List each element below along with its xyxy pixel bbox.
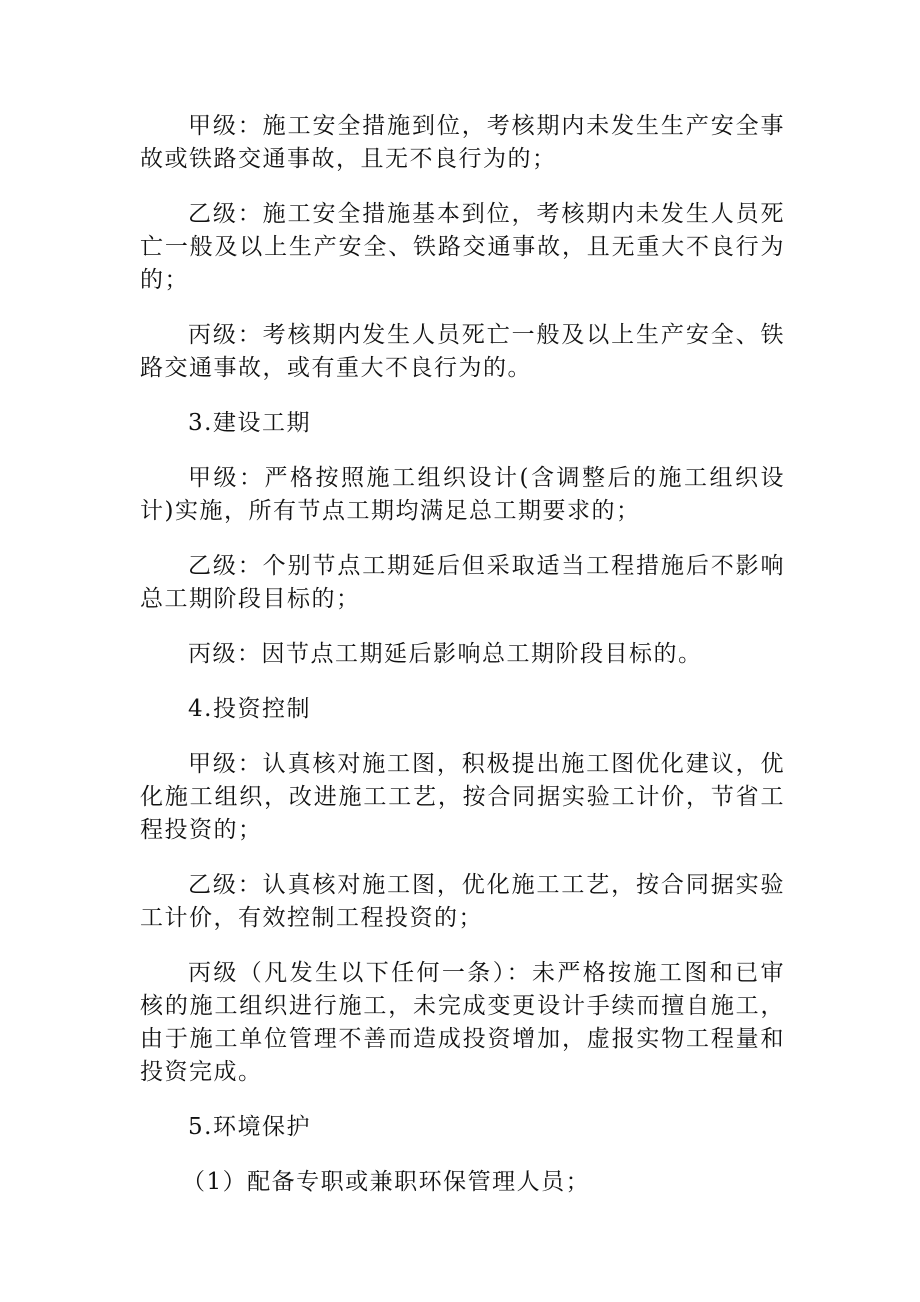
paragraph-investment-grade-b: 乙级：认真核对施工图，优化施工工艺，按合同据实验工计价，有效控制工程投资的；: [140, 872, 785, 931]
section-heading-construction-period: 3.建设工期: [188, 410, 311, 436]
paragraph-period-grade-c: 丙级：因节点工期延后影响总工期阶段目标的。: [188, 641, 703, 667]
paragraph-period-grade-b: 乙级：个别节点工期延后但采取适当工程措施后不影响总工期阶段目标的；: [140, 553, 785, 612]
paragraph-investment-grade-a: 甲级：认真核对施工图，积极提出施工图优化建议，优化施工组织，改进施工工艺，按合同据实验工计价，节省工程投资的；: [140, 751, 785, 843]
section-heading-investment-control: 4.投资控制: [188, 696, 311, 722]
section-heading-environmental-protection: 5.环境保护: [188, 1114, 311, 1140]
paragraph-investment-grade-c: 丙级（凡发生以下任何一条）：未严格按施工图和已审核的施工组织进行施工，未完成变更设计手续而擅自施工，由于施工单位管理不善而造成投资增加，虚报实物工程量和投资完成。: [140, 960, 785, 1085]
paragraph-safety-grade-c: 丙级：考核期内发生人员死亡一般及以上生产安全、铁路交通事故，或有重大不良行为的。: [140, 322, 785, 381]
paragraph-safety-grade-a: 甲级：施工安全措施到位，考核期内未发生生产安全事故或铁路交通事故，且无不良行为的；: [140, 113, 785, 172]
list-item-environment-1: （1）配备专职或兼职环保管理人员；: [182, 1169, 591, 1195]
document-body: [140, 110, 785, 1221]
paragraph-safety-grade-b: 乙级：施工安全措施基本到位，考核期内未发生人员死亡一般及以上生产安全、铁路交通事故，且无重大不良行为的；: [140, 201, 785, 293]
paragraph-period-grade-a: 甲级：严格按照施工组织设计(含调整后的施工组织设计)实施，所有节点工期均满足总工期要求的；: [140, 465, 785, 524]
